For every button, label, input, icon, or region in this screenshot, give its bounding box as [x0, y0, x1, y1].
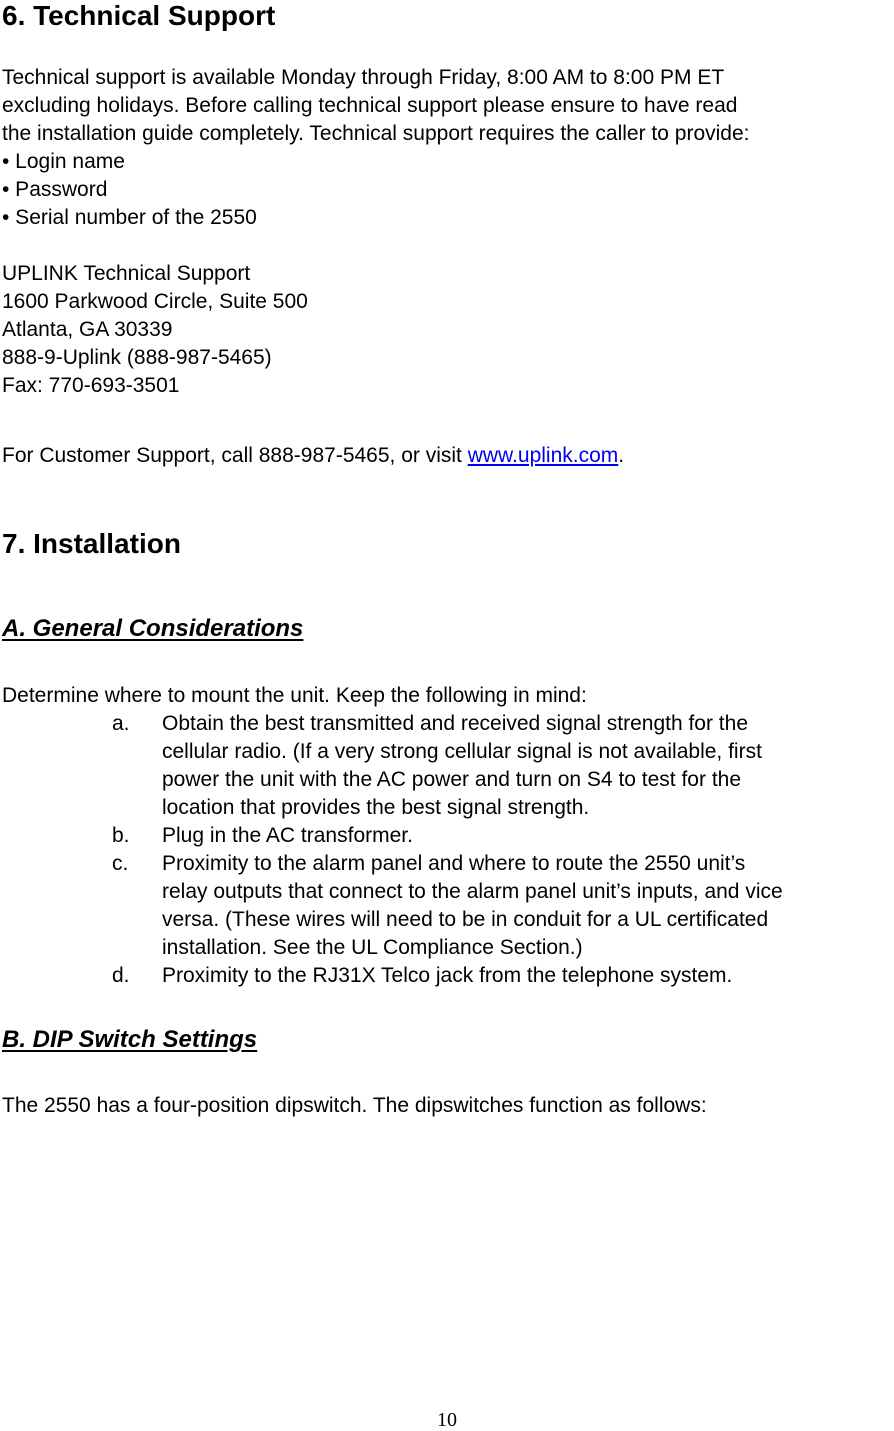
list-item: [112, 710, 894, 822]
customer-support-text: For Customer Support, call 888-987-5465, or visit: [2, 444, 468, 467]
list-marker: b.: [112, 824, 130, 847]
uplink-website-link[interactable]: www.uplink.com: [467, 444, 619, 467]
customer-support-line: [2, 442, 624, 470]
list-item-line: Obtain the best transmitted and received signal strength for the: [162, 712, 749, 735]
list-item-line: versa. (These wires will need to be in conduit for a UL certificated: [162, 908, 769, 931]
list-item-line: installation. See the UL Compliance Section.): [162, 936, 583, 959]
considerations-list: [112, 710, 894, 990]
list-item-text: [162, 962, 894, 990]
support-intro-line: excluding holidays. Before calling technical support please ensure to have read: [2, 94, 738, 117]
dip-switch-intro: The 2550 has a four-position dipswitch. The dipswitches function as follows:: [2, 1094, 707, 1117]
list-item: [112, 822, 894, 850]
list-item: [112, 850, 894, 962]
section-7-heading: 7. Installation: [2, 528, 181, 559]
support-intro-line: the installation guide completely. Technical support requires the caller to provide:: [2, 122, 750, 145]
support-requirements-list: [2, 148, 894, 232]
list-marker: d.: [112, 964, 130, 987]
list-item: [112, 962, 894, 990]
support-intro-line: Technical support is available Monday through Friday, 8:00 AM to 8:00 PM ET: [2, 66, 725, 89]
list-marker: a.: [112, 712, 130, 735]
address-street: 1600 Parkwood Circle, Suite 500: [2, 290, 308, 313]
list-item-text: [162, 822, 894, 850]
address-city: Atlanta, GA 30339: [2, 318, 173, 341]
address-name: UPLINK Technical Support: [2, 262, 251, 285]
list-item-text: [162, 710, 894, 822]
dip-switch-heading: B. DIP Switch Settings: [2, 1026, 258, 1053]
requirement-item: • Password: [2, 178, 108, 201]
list-item-line: location that provides the best signal strength.: [162, 796, 590, 819]
list-marker: c.: [112, 852, 129, 875]
list-item-line: Plug in the AC transformer.: [162, 824, 413, 847]
support-address-block: [2, 260, 894, 400]
list-item-line: cellular radio. (If a very strong cellular signal is not available, first: [162, 740, 762, 763]
page-number: 10: [437, 1409, 457, 1431]
requirement-item: • Serial number of the 2550: [2, 206, 257, 229]
list-item-line: power the unit with the AC power and turn on S4 to test for the: [162, 768, 742, 791]
list-item-line: relay outputs that connect to the alarm panel unit’s inputs, and vice: [162, 880, 783, 903]
list-item-line: Proximity to the alarm panel and where to route the 2550 unit’s: [162, 852, 746, 875]
requirement-item: • Login name: [2, 150, 125, 173]
general-considerations-intro: Determine where to mount the unit. Keep the following in mind:: [2, 684, 587, 707]
list-item-text: [162, 850, 894, 962]
address-fax: Fax: 770-693-3501: [2, 374, 180, 397]
customer-support-suffix: .: [618, 444, 625, 467]
support-intro-paragraph: [2, 64, 894, 148]
list-item-line: Proximity to the RJ31X Telco jack from the telephone system.: [162, 964, 733, 987]
section-6-heading: 6. Technical Support: [2, 0, 276, 31]
general-considerations-heading: A. General Considerations: [2, 615, 304, 642]
address-phone: 888-9-Uplink (888-987-5465): [2, 346, 272, 369]
